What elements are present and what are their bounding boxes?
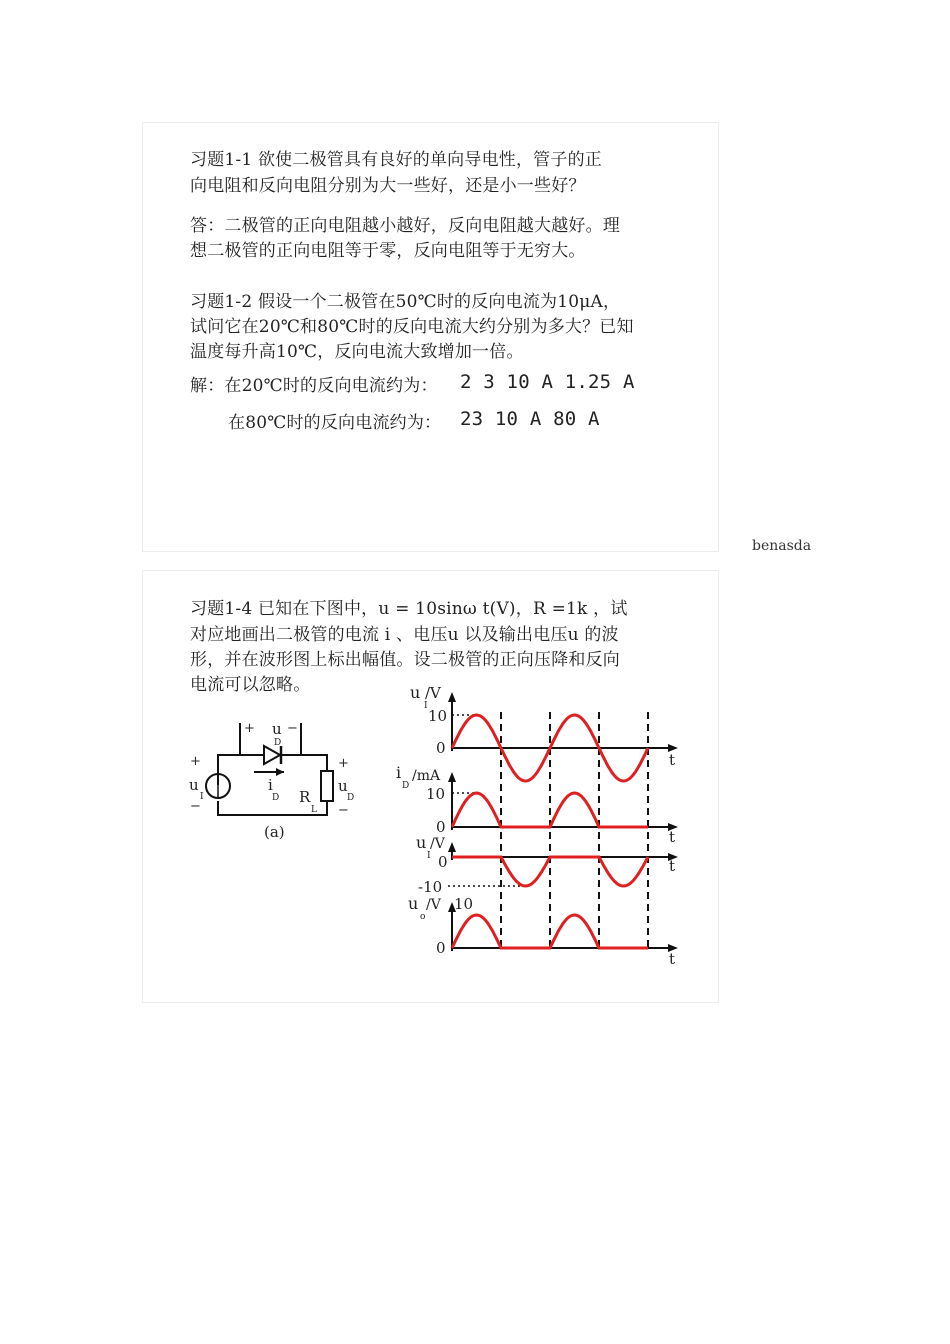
- w1-ylabel: u: [410, 683, 421, 702]
- circuit-minus-left: −: [190, 799, 201, 814]
- problem-1-4-line3: 形，并在波形图上标出幅值。设二极管的正向压降和反向: [190, 650, 620, 670]
- circuit-RL: R: [299, 788, 311, 806]
- circuit-uI: u: [189, 776, 199, 794]
- circuit-RL-sub: L: [311, 805, 317, 815]
- w1-zero: 0: [436, 739, 446, 757]
- w2-t: t: [669, 828, 676, 846]
- problem-1-1-answer-line1: 答：二极管的正向电阻越小越好，反向电阻越大越好。理: [190, 216, 620, 236]
- w4-sub: o: [420, 912, 426, 922]
- w1-y-arrow: [448, 692, 456, 702]
- w1-max: 10: [428, 707, 448, 725]
- w2-unit: /mA: [412, 768, 441, 784]
- problem-1-2-solution-label2: 在80℃时的反向电流约为：: [228, 413, 442, 433]
- problem-1-2-question-line1: 习题1-2 假设一个二极管在50℃时的反向电流为10μA，: [190, 292, 621, 312]
- w4-t: t: [669, 950, 676, 968]
- w4-max: 10: [454, 895, 474, 913]
- circuit-uI-sub: I: [200, 792, 204, 802]
- problem-1-2-solution-expr1: 2 3 10 A 1.25 A: [460, 371, 635, 393]
- w2-ylabel: i: [396, 763, 402, 782]
- circuit-uD-top: u: [272, 720, 282, 738]
- w3-zero: 0: [438, 853, 448, 871]
- w3-min: -10: [418, 878, 443, 896]
- problem-1-1-question-line1: 习题1-1 欲使二极管具有良好的单向导电性，管子的正: [190, 150, 602, 170]
- problem-1-2-question-line2: 试问它在20℃和80℃时的反向电流大约分别为多大？已知: [190, 317, 634, 337]
- circuit-plus-right: +: [338, 756, 349, 771]
- problem-1-4-line1: 习题1-4 已知在下图中，u = 10sinω t(V)，R =1k ，试: [190, 599, 628, 619]
- circuit-iD: i: [268, 776, 273, 794]
- w3-t: t: [669, 857, 676, 875]
- circuit-minus-right: −: [338, 803, 349, 818]
- w3-y-arrow: [448, 842, 456, 852]
- w2-zero: 0: [436, 818, 446, 836]
- w3-ylabel: u: [416, 833, 427, 852]
- problem-1-2-solution-label1: 解：在20℃时的反向电流约为：: [190, 376, 438, 396]
- w1-sub: I: [424, 701, 428, 711]
- w4-zero: 0: [436, 939, 446, 957]
- w3-unit: /V: [430, 836, 445, 852]
- w2-max: 10: [426, 785, 446, 803]
- w4-ylabel: u: [408, 894, 419, 913]
- circuit-uD-right-sub: D: [347, 793, 355, 803]
- problem-1-4-line2: 对应地画出二极管的电流 i 、电压u 以及输出电压u 的波: [190, 625, 619, 645]
- problem-1-2-question-line3: 温度每升高10℃，反向电流大致增加一倍。: [190, 342, 524, 362]
- circuit-plus-left: +: [190, 754, 201, 769]
- circuit-minus-top: −: [287, 721, 298, 736]
- problem-1-1-question-line2: 向电阻和反向电阻分别为大一些好，还是小一些好？: [190, 176, 586, 196]
- waveform-diagram: [390, 680, 690, 975]
- problem-1-2-solution-expr2: 23 10 A 80 A: [460, 408, 600, 430]
- circuit-uD-right: u: [338, 777, 348, 795]
- circuit-iD-sub: D: [272, 793, 280, 803]
- w1-unit: /V: [425, 684, 441, 702]
- circuit-diagram: [180, 715, 380, 845]
- w3-sub: I: [427, 851, 431, 861]
- w2-sub: D: [402, 781, 410, 791]
- circuit-uD-top-sub: D: [274, 738, 282, 748]
- problem-1-4-line4: 电流可以忽略。: [190, 675, 311, 695]
- w4-unit: /V: [426, 897, 441, 913]
- watermark-text: benasda: [752, 538, 812, 554]
- problem-1-1-answer-line2: 想二极管的正向电阻等于零，反向电阻等于无穷大。: [190, 241, 586, 261]
- circuit-caption: (a): [264, 823, 285, 841]
- circuit-plus-top: +: [244, 721, 255, 736]
- w2-y-arrow: [448, 772, 456, 782]
- w1-t: t: [669, 751, 676, 769]
